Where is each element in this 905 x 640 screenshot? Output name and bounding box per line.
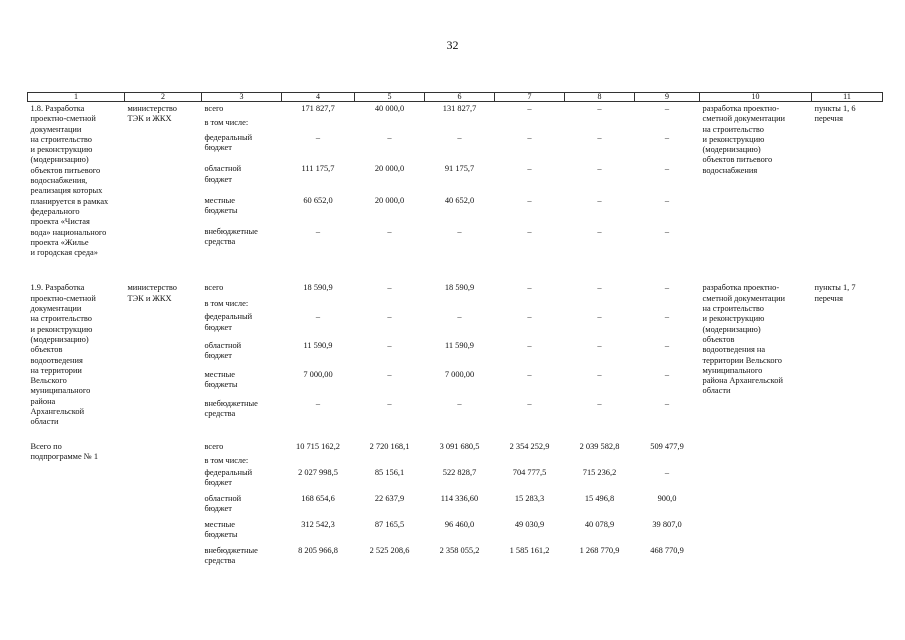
budget-table bbox=[27, 92, 883, 572]
amount-cell: 18 590,9 bbox=[444, 283, 475, 293]
funding-source: областной бюджет bbox=[204, 493, 242, 513]
amount-cell: – bbox=[315, 227, 321, 237]
amount-cell: – bbox=[664, 467, 670, 477]
amount-cell: 40 000,0 bbox=[374, 104, 405, 113]
amount-cell bbox=[425, 299, 495, 312]
amount-cell: 468 770,9 bbox=[650, 545, 684, 555]
funding-source: местные бюджеты bbox=[204, 195, 238, 215]
funding-source: всего bbox=[204, 441, 224, 451]
group-spacer bbox=[28, 258, 883, 283]
amount-cell: 704 777,5 bbox=[512, 467, 547, 477]
funding-source: федеральный бюджет bbox=[204, 132, 253, 153]
column-number-6: 6 bbox=[425, 93, 495, 102]
amount-cell: – bbox=[597, 195, 602, 205]
amount-cell: 96 460,0 bbox=[444, 519, 475, 529]
amount-cell: – bbox=[457, 227, 462, 237]
amount-cell bbox=[355, 118, 425, 132]
amount-cell: 18 590,9 bbox=[303, 283, 333, 293]
amount-cell: – bbox=[664, 369, 670, 379]
amount-cell: – bbox=[457, 398, 462, 408]
amount-cell: – bbox=[527, 227, 532, 237]
amount-cell: – bbox=[664, 398, 670, 408]
amount-cell: – bbox=[664, 312, 670, 322]
list-reference: пункты 1, 6 перечня bbox=[814, 104, 856, 124]
amount-cell: – bbox=[597, 227, 602, 237]
amount-cell: – bbox=[387, 312, 392, 322]
amount-cell: 15 283,3 bbox=[514, 493, 545, 503]
amount-cell: – bbox=[597, 369, 602, 379]
amount-cell: 509 477,9 bbox=[650, 441, 684, 451]
column-number-10: 10 bbox=[700, 93, 812, 102]
table-row bbox=[28, 102, 883, 119]
amount-cell: 60 652,0 bbox=[303, 195, 333, 205]
column-number-7: 7 bbox=[495, 93, 565, 102]
amount-cell: – bbox=[527, 341, 532, 351]
amount-cell: – bbox=[387, 132, 392, 142]
funding-source: внебюджетные средства bbox=[204, 545, 258, 565]
table-row bbox=[28, 283, 883, 299]
amount-cell: 20 000,0 bbox=[374, 164, 405, 174]
amount-cell: 1 268 770,9 bbox=[579, 545, 620, 555]
amount-cell: 114 336,60 bbox=[440, 493, 479, 503]
executor: министерство ТЭК и ЖКХ bbox=[127, 283, 177, 303]
funding-source: местные бюджеты bbox=[204, 519, 238, 539]
amount-cell: – bbox=[387, 227, 392, 237]
event-name: Всего по подпрограмме № 1 bbox=[30, 441, 99, 461]
amount-cell: 40 652,0 bbox=[444, 195, 475, 205]
table-row bbox=[28, 442, 883, 456]
amount-cell: 2 039 582,8 bbox=[579, 441, 620, 451]
executor: министерство ТЭК и ЖКХ bbox=[127, 104, 177, 124]
amount-cell: 1 585 161,2 bbox=[509, 545, 550, 555]
funding-source: в том числе: bbox=[204, 118, 249, 128]
amount-cell: 715 236,2 bbox=[582, 467, 617, 477]
amount-cell: 900,0 bbox=[657, 493, 677, 503]
amount-cell: – bbox=[387, 398, 392, 408]
amount-cell: 2 354 252,9 bbox=[509, 441, 550, 451]
amount-cell: – bbox=[527, 283, 532, 293]
amount-cell bbox=[355, 456, 425, 468]
funding-source: в том числе: bbox=[204, 455, 249, 465]
amount-cell: 7 000,00 bbox=[303, 369, 333, 379]
amount-cell: – bbox=[387, 283, 392, 293]
amount-cell: – bbox=[527, 369, 532, 379]
amount-cell: 171 827,7 bbox=[301, 104, 335, 113]
amount-cell bbox=[495, 118, 565, 132]
amount-cell: 168 654,6 bbox=[301, 493, 335, 503]
amount-cell bbox=[282, 118, 355, 132]
amount-cell: – bbox=[664, 195, 670, 205]
amount-cell: 85 156,1 bbox=[374, 467, 405, 477]
funding-source: внебюджетные средства bbox=[204, 227, 258, 247]
column-number-9: 9 bbox=[635, 93, 700, 102]
amount-cell: 91 175,7 bbox=[444, 164, 475, 174]
amount-cell: 522 828,7 bbox=[442, 467, 477, 477]
amount-cell: – bbox=[315, 312, 321, 322]
table-header bbox=[28, 93, 883, 102]
amount-cell: 11 590,9 bbox=[444, 341, 474, 351]
amount-cell: – bbox=[315, 132, 321, 142]
header-row bbox=[28, 93, 883, 102]
group-spacer bbox=[28, 428, 883, 442]
amount-cell: – bbox=[597, 164, 602, 174]
amount-cell: 15 496,8 bbox=[584, 493, 615, 503]
amount-cell: – bbox=[664, 227, 670, 237]
amount-cell bbox=[495, 299, 565, 312]
amount-cell: – bbox=[527, 164, 532, 174]
amount-cell: 111 175,7 bbox=[301, 164, 335, 174]
amount-cell bbox=[495, 456, 565, 468]
amount-cell bbox=[635, 456, 700, 468]
table-body bbox=[28, 102, 883, 572]
amount-cell: – bbox=[457, 312, 462, 322]
amount-cell: – bbox=[597, 398, 602, 408]
amount-cell: – bbox=[664, 283, 670, 293]
amount-cell bbox=[425, 456, 495, 468]
executor bbox=[125, 442, 202, 572]
amount-cell: – bbox=[315, 398, 321, 408]
expected-result: разработка проектно- сметной документации на строительство и реконструкцию (модернизацию) объектов водоотведения на территории Вельского муниципального района Архангельской области bbox=[702, 283, 786, 396]
amount-cell: 2 720 168,1 bbox=[369, 441, 410, 451]
amount-cell: 11 590,9 bbox=[303, 341, 333, 351]
amount-cell: 8 205 966,8 bbox=[298, 545, 338, 555]
funding-source: местные бюджеты bbox=[204, 369, 238, 390]
amount-cell: – bbox=[387, 369, 392, 379]
amount-cell bbox=[282, 456, 355, 468]
amount-cell: 10 715 162,2 bbox=[296, 441, 340, 451]
amount-cell: – bbox=[664, 132, 670, 142]
amount-cell: 22 637,9 bbox=[374, 493, 405, 503]
column-number-3: 3 bbox=[202, 93, 282, 102]
page-number: 32 bbox=[446, 38, 459, 52]
column-number-1: 1 bbox=[28, 93, 125, 102]
amount-cell: – bbox=[387, 341, 392, 351]
amount-cell bbox=[635, 299, 700, 312]
expected-result bbox=[700, 442, 812, 572]
amount-cell: – bbox=[597, 132, 602, 142]
amount-cell: 3 091 680,5 bbox=[439, 441, 480, 451]
amount-cell bbox=[355, 299, 425, 312]
amount-cell: 20 000,0 bbox=[374, 195, 405, 205]
event-name: 1.8. Разработка проектно-сметной документации на строительство и реконструкцию (модернизацию) объектов питьевого водоснабжения, реализация которых планируется в рамках федерального проекта «Чистая вода» национального проекта «Жилье и городская среда» bbox=[30, 104, 109, 258]
amount-cell bbox=[565, 299, 635, 312]
amount-cell: – bbox=[527, 132, 532, 142]
amount-cell: 7 000,00 bbox=[444, 369, 475, 379]
column-number-5: 5 bbox=[355, 93, 425, 102]
amount-cell bbox=[565, 118, 635, 132]
amount-cell bbox=[282, 299, 355, 312]
funding-source: областной бюджет bbox=[204, 341, 242, 361]
amount-cell: 2 525 208,6 bbox=[369, 545, 410, 555]
funding-source: всего bbox=[204, 283, 224, 293]
amount-cell: – bbox=[457, 132, 462, 142]
amount-cell: – bbox=[664, 341, 670, 351]
amount-cell: 131 827,7 bbox=[442, 104, 477, 113]
amount-cell bbox=[425, 118, 495, 132]
amount-cell: 49 030,9 bbox=[514, 519, 545, 529]
expected-result: разработка проектно- сметной документации на строительство и реконструкцию (модернизацию) объектов питьевого водоснабжения bbox=[702, 104, 786, 175]
amount-cell: – bbox=[597, 312, 602, 322]
amount-cell: – bbox=[597, 104, 602, 113]
amount-cell: 39 807,0 bbox=[652, 519, 682, 529]
amount-cell: 2 358 055,2 bbox=[439, 545, 480, 555]
amount-cell: – bbox=[527, 104, 532, 113]
column-number-4: 4 bbox=[282, 93, 355, 102]
column-number-2: 2 bbox=[125, 93, 202, 102]
amount-cell: – bbox=[527, 398, 532, 408]
column-number-8: 8 bbox=[565, 93, 635, 102]
funding-source: всего bbox=[204, 104, 224, 113]
funding-source: в том числе: bbox=[204, 298, 249, 308]
funding-source: федеральный бюджет bbox=[204, 312, 253, 332]
amount-cell: – bbox=[597, 341, 602, 351]
amount-cell bbox=[635, 118, 700, 132]
amount-cell: – bbox=[527, 195, 532, 205]
amount-cell: – bbox=[664, 104, 670, 113]
column-number-11: 11 bbox=[812, 93, 883, 102]
funding-source: внебюджетные средства bbox=[204, 398, 258, 419]
amount-cell bbox=[565, 456, 635, 468]
event-name: 1.9. Разработка проектно-сметной документации на строительство и реконструкцию (модернизацию) объектов водоотведения на территории Вельского муниципального района Архангельской области bbox=[30, 283, 96, 427]
amount-cell: – bbox=[597, 283, 602, 293]
funding-source: областной бюджет bbox=[204, 164, 242, 184]
list-reference: пункты 1, 7 перечня bbox=[814, 283, 856, 303]
amount-cell: 2 027 998,5 bbox=[298, 467, 338, 477]
funding-source: федеральный бюджет bbox=[204, 467, 253, 487]
amount-cell: 40 078,9 bbox=[584, 519, 615, 529]
list-reference bbox=[812, 442, 883, 572]
amount-cell: 312 542,3 bbox=[301, 519, 335, 529]
amount-cell: – bbox=[664, 164, 670, 174]
amount-cell: 87 165,5 bbox=[374, 519, 405, 529]
amount-cell: – bbox=[527, 312, 532, 322]
